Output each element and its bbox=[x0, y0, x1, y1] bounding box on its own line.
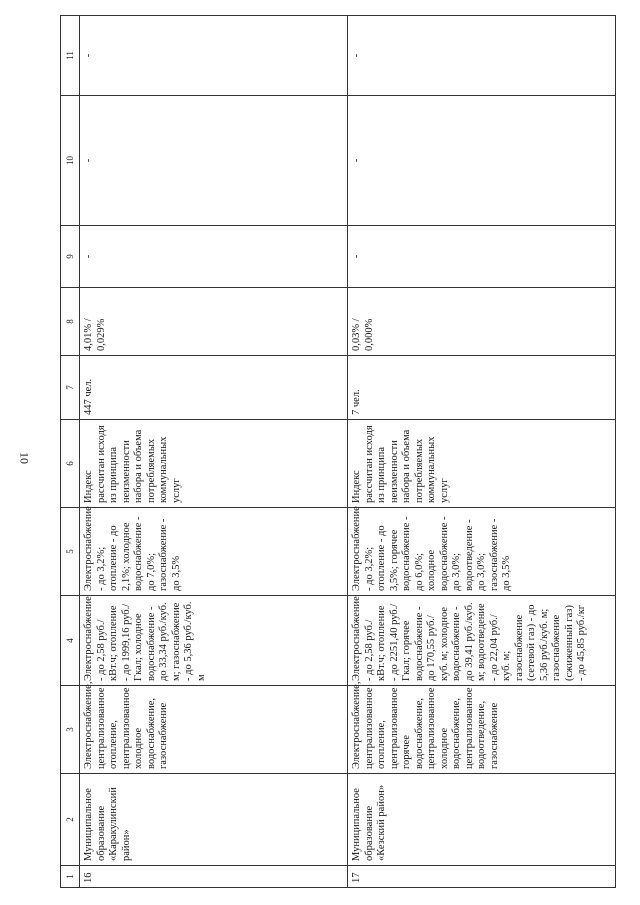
growth-cell: Электроснабжение - до 3,2%; отопление - до 2,1%; холодное водоснабжение - до 7,0%; газоснабжение - до 3,5% bbox=[80, 508, 348, 596]
col10-cell: - bbox=[348, 96, 616, 226]
row-number: 17 bbox=[348, 866, 616, 888]
services-cell: Электроснабжение, централизованное отопление, централизованное горячее водоснабжение, централизованное холодное водоснабжение, централизованное водоотведение, газоснабжение bbox=[348, 686, 616, 774]
col-num-5: 5 bbox=[61, 508, 80, 596]
tariffs-cell: Электроснабжение - до 2,58 руб./кВт.ч; отопление - до 2251,40 руб./Гкал; горячее водоснабжение - до 170,55 руб./куб. м; холодное водоснабжение - до 39,41 руб./куб. м; водоотведение - до 22,04 руб./куб. м; газоснабжение (сетевой газ) - до 5,36 руб./куб. м; газоснабжение (сжиженный газ) - до 45,85 руб./кг bbox=[348, 596, 616, 686]
row-number: 16 bbox=[80, 866, 348, 888]
note-cell: Индекс рассчитан исходя из принципа неизменности набора и объема потребляемых коммунальных услуг bbox=[80, 420, 348, 508]
page-number: 10 bbox=[17, 452, 32, 464]
rotated-table-container bbox=[60, 16, 615, 888]
share-cell: 4,01% / 0,029% bbox=[80, 288, 348, 356]
col-num-4: 4 bbox=[61, 596, 80, 686]
col-num-9: 9 bbox=[61, 226, 80, 288]
col10-cell: - bbox=[80, 96, 348, 226]
col-num-8: 8 bbox=[61, 288, 80, 356]
population-cell: 7 чел. bbox=[348, 356, 616, 420]
population-cell: 447 чел. bbox=[80, 356, 348, 420]
services-cell: Электроснабжение, централизованное отопление, централизованное холодное водоснабжение, газоснабжение bbox=[80, 686, 348, 774]
municipality-cell: Муниципальное образование «Кезский район» bbox=[348, 774, 616, 866]
col-num-1: 1 bbox=[61, 866, 80, 888]
col11-cell: - bbox=[80, 16, 348, 96]
tariffs-cell: Электроснабжение - до 2,58 руб./кВт.ч; отопление - до 1999,16 руб./Гкал; холодное водоснабжение - до 33,34 руб./куб. м; газоснабжение - до 5,36 руб./куб. м bbox=[80, 596, 348, 686]
table-row bbox=[348, 16, 616, 888]
col-num-2: 2 bbox=[61, 774, 80, 866]
table-row bbox=[80, 16, 348, 888]
tariff-table bbox=[60, 15, 616, 888]
col9-cell: - bbox=[348, 226, 616, 288]
col-num-11: 11 bbox=[61, 16, 80, 96]
col9-cell: - bbox=[80, 226, 348, 288]
col-num-6: 6 bbox=[61, 420, 80, 508]
col-num-3: 3 bbox=[61, 686, 80, 774]
column-number-row bbox=[61, 16, 80, 888]
share-cell: 0,03% / 0,000% bbox=[348, 288, 616, 356]
note-cell: Индекс рассчитан исходя из принципа неизменности набора и объема потребляемых коммунальных услуг bbox=[348, 420, 616, 508]
growth-cell: Электроснабжение - до 3,2%; отопление - до 3,5%; горячее водоснабжение - до 6,0%; холодное водоснабжение - до 3,0%; водоотведение - до 3,0%; газоснабжение - до 3,5% bbox=[348, 508, 616, 596]
col-num-10: 10 bbox=[61, 96, 80, 226]
col-num-7: 7 bbox=[61, 356, 80, 420]
municipality-cell: Муниципальное образование «Каракулинский район» bbox=[80, 774, 348, 866]
col11-cell: - bbox=[348, 16, 616, 96]
